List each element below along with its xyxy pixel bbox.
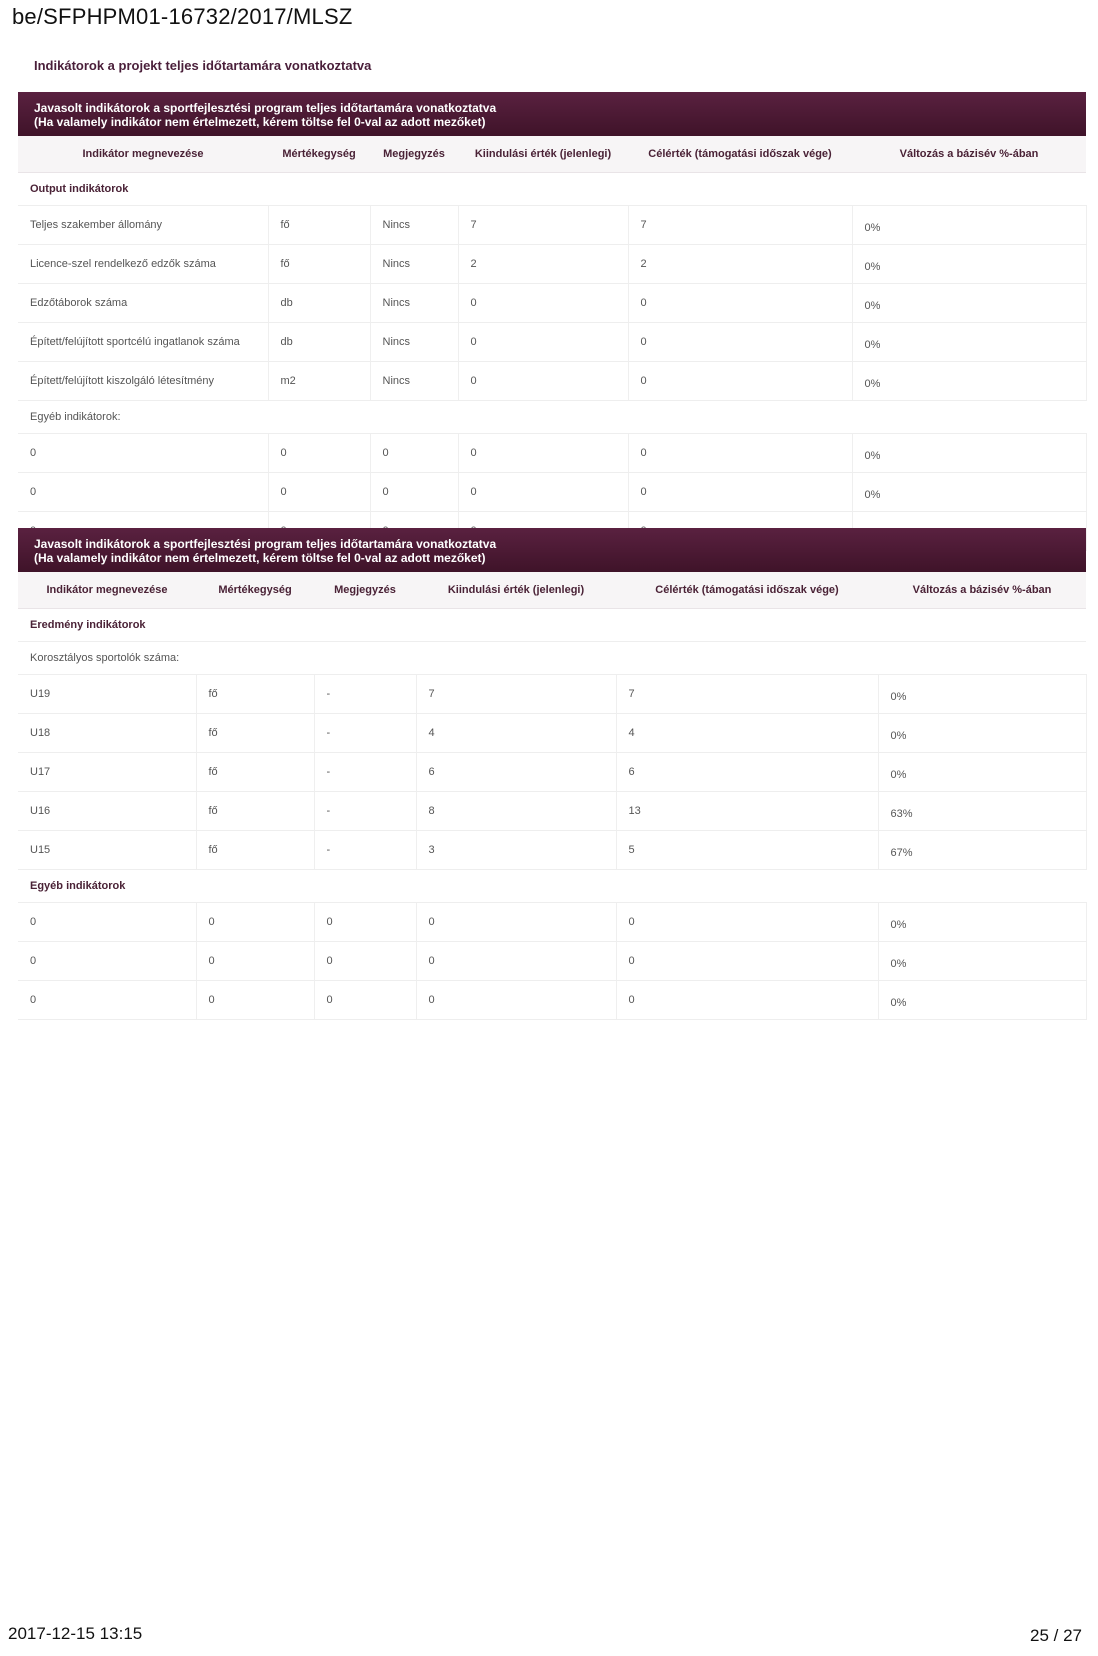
page-number: 25 / 27	[1030, 1626, 1082, 1645]
cell-change: 0%	[852, 245, 1086, 284]
cell-target: 0	[628, 362, 852, 401]
col-header-target: Célérték (támogatási időszak vége)	[616, 572, 878, 609]
cell-change: 0%	[878, 753, 1086, 792]
group-row	[18, 401, 1086, 434]
indicator-panel-output	[18, 92, 1086, 551]
cell-target: 0	[628, 323, 852, 362]
panel-header-band	[18, 92, 1086, 136]
cell-note: Nincs	[370, 206, 458, 245]
indicator-table	[18, 136, 1087, 551]
cell-target: 7	[628, 206, 852, 245]
table-row	[18, 903, 1086, 942]
cell-unit: 0	[196, 942, 314, 981]
col-header-baseline: Kiindulási érték (jelenlegi)	[458, 136, 628, 173]
cell-note: 0	[370, 473, 458, 512]
cell-baseline: 0	[416, 981, 616, 1020]
cell-note: Nincs	[370, 323, 458, 362]
table-row	[18, 206, 1086, 245]
cell-name: Épített/felújított kiszolgáló létesítmény	[18, 362, 268, 401]
subgroup-label: Korosztályos sportolók száma:	[18, 642, 1086, 675]
table-row	[18, 362, 1086, 401]
band-title: Javasolt indikátorok a sportfejlesztési program teljes időtartamára vonatkoztatva	[34, 101, 497, 115]
group-label: Eredmény indikátorok	[18, 609, 1086, 642]
cell-name: U19	[18, 675, 196, 714]
col-header-unit: Mértékegység	[268, 136, 370, 173]
cell-target: 0	[628, 473, 852, 512]
table-row	[18, 245, 1086, 284]
cell-baseline: 6	[416, 753, 616, 792]
group-row	[18, 609, 1086, 642]
cell-change: 0%	[852, 473, 1086, 512]
cell-unit: fő	[268, 245, 370, 284]
table-row	[18, 981, 1086, 1020]
cell-unit: db	[268, 323, 370, 362]
cell-change: 0%	[852, 434, 1086, 473]
cell-target: 6	[616, 753, 878, 792]
cell-note: -	[314, 831, 416, 870]
cell-unit: fő	[196, 753, 314, 792]
cell-baseline: 0	[458, 284, 628, 323]
band-note: (Ha valamely indikátor nem értelmezett, kérem töltse fel 0-val az adott mezőket)	[34, 551, 486, 565]
cell-target: 0	[628, 284, 852, 323]
cell-target: 0	[628, 434, 852, 473]
print-timestamp: 2017-12-15 13:15	[8, 1624, 143, 1643]
col-header-name: Indikátor megnevezése	[18, 136, 268, 173]
cell-target: 0	[616, 942, 878, 981]
cell-baseline: 7	[416, 675, 616, 714]
col-header-name: Indikátor megnevezése	[18, 572, 196, 609]
cell-name: 0	[18, 981, 196, 1020]
cell-unit: fő	[268, 206, 370, 245]
cell-baseline: 8	[416, 792, 616, 831]
table-header-row	[18, 136, 1086, 173]
cell-unit: m2	[268, 362, 370, 401]
col-header-change: Változás a bázisév %-ában	[852, 136, 1086, 173]
cell-name: Teljes szakember állomány	[18, 206, 268, 245]
cell-name: U15	[18, 831, 196, 870]
cell-change: 67%	[878, 831, 1086, 870]
cell-change: 0%	[878, 714, 1086, 753]
cell-target: 0	[616, 981, 878, 1020]
cell-baseline: 7	[458, 206, 628, 245]
cell-baseline: 0	[416, 942, 616, 981]
cell-target: 2	[628, 245, 852, 284]
cell-name: 0	[18, 434, 268, 473]
group-row	[18, 870, 1086, 903]
cell-note: 0	[370, 434, 458, 473]
indicator-panel-result	[18, 528, 1086, 1020]
table-row	[18, 792, 1086, 831]
cell-note: -	[314, 792, 416, 831]
table-row	[18, 714, 1086, 753]
section-title: Indikátorok a projekt teljes időtartamára vonatkoztatva	[34, 58, 372, 73]
cell-unit: db	[268, 284, 370, 323]
cell-unit: 0	[196, 903, 314, 942]
cell-name: 0	[18, 942, 196, 981]
table-row	[18, 284, 1086, 323]
cell-note: -	[314, 714, 416, 753]
col-header-unit: Mértékegység	[196, 572, 314, 609]
cell-name: 0	[18, 903, 196, 942]
cell-baseline: 4	[416, 714, 616, 753]
group-label: Egyéb indikátorok:	[18, 401, 1086, 434]
cell-target: 13	[616, 792, 878, 831]
subgroup-row	[18, 642, 1086, 675]
cell-change: 0%	[878, 981, 1086, 1020]
cell-target: 0	[616, 903, 878, 942]
table-row	[18, 675, 1086, 714]
cell-unit: 0	[268, 473, 370, 512]
cell-note: 0	[314, 942, 416, 981]
cell-name: Licence-szel rendelkező edzők száma	[18, 245, 268, 284]
cell-name: 0	[18, 473, 268, 512]
cell-name: Edzőtáborok száma	[18, 284, 268, 323]
table-header-row	[18, 572, 1086, 609]
cell-change: 0%	[852, 284, 1086, 323]
cell-change: 0%	[878, 942, 1086, 981]
cell-note: Nincs	[370, 284, 458, 323]
cell-target: 7	[616, 675, 878, 714]
cell-baseline: 2	[458, 245, 628, 284]
cell-note: -	[314, 753, 416, 792]
cell-unit: fő	[196, 675, 314, 714]
cell-change: 0%	[852, 323, 1086, 362]
cell-unit: fő	[196, 792, 314, 831]
cell-baseline: 3	[416, 831, 616, 870]
cell-name: U17	[18, 753, 196, 792]
col-header-target: Célérték (támogatási időszak vége)	[628, 136, 852, 173]
cell-change: 0%	[878, 903, 1086, 942]
cell-change: 0%	[852, 362, 1086, 401]
table-row	[18, 434, 1086, 473]
table-row	[18, 942, 1086, 981]
cell-name: U16	[18, 792, 196, 831]
cell-note: 0	[314, 981, 416, 1020]
cell-change: 0%	[878, 675, 1086, 714]
cell-name: Épített/felújított sportcélú ingatlanok száma	[18, 323, 268, 362]
col-header-baseline: Kiindulási érték (jelenlegi)	[416, 572, 616, 609]
cell-unit: 0	[196, 981, 314, 1020]
group-row	[18, 173, 1086, 206]
document-id: be/SFPHPM01-16732/2017/MLSZ	[12, 4, 353, 29]
group-label: Output indikátorok	[18, 173, 1086, 206]
col-header-note: Megjegyzés	[314, 572, 416, 609]
table-row	[18, 753, 1086, 792]
cell-note: Nincs	[370, 362, 458, 401]
table-row	[18, 473, 1086, 512]
cell-baseline: 0	[458, 473, 628, 512]
cell-change: 63%	[878, 792, 1086, 831]
cell-note: Nincs	[370, 245, 458, 284]
cell-baseline: 0	[458, 434, 628, 473]
cell-change: 0%	[852, 206, 1086, 245]
cell-name: U18	[18, 714, 196, 753]
cell-target: 5	[616, 831, 878, 870]
cell-note: -	[314, 675, 416, 714]
cell-target: 4	[616, 714, 878, 753]
cell-unit: 0	[268, 434, 370, 473]
col-header-note: Megjegyzés	[370, 136, 458, 173]
cell-baseline: 0	[458, 323, 628, 362]
band-note: (Ha valamely indikátor nem értelmezett, kérem töltse fel 0-val az adott mezőket)	[34, 115, 486, 129]
group-label: Egyéb indikátorok	[18, 870, 1086, 903]
cell-baseline: 0	[416, 903, 616, 942]
panel-header-band	[18, 528, 1086, 572]
table-row	[18, 323, 1086, 362]
cell-unit: fő	[196, 714, 314, 753]
band-title: Javasolt indikátorok a sportfejlesztési program teljes időtartamára vonatkoztatva	[34, 537, 497, 551]
table-row	[18, 831, 1086, 870]
col-header-change: Változás a bázisév %-ában	[878, 572, 1086, 609]
indicator-table	[18, 572, 1087, 1020]
cell-note: 0	[314, 903, 416, 942]
cell-baseline: 0	[458, 362, 628, 401]
cell-unit: fő	[196, 831, 314, 870]
